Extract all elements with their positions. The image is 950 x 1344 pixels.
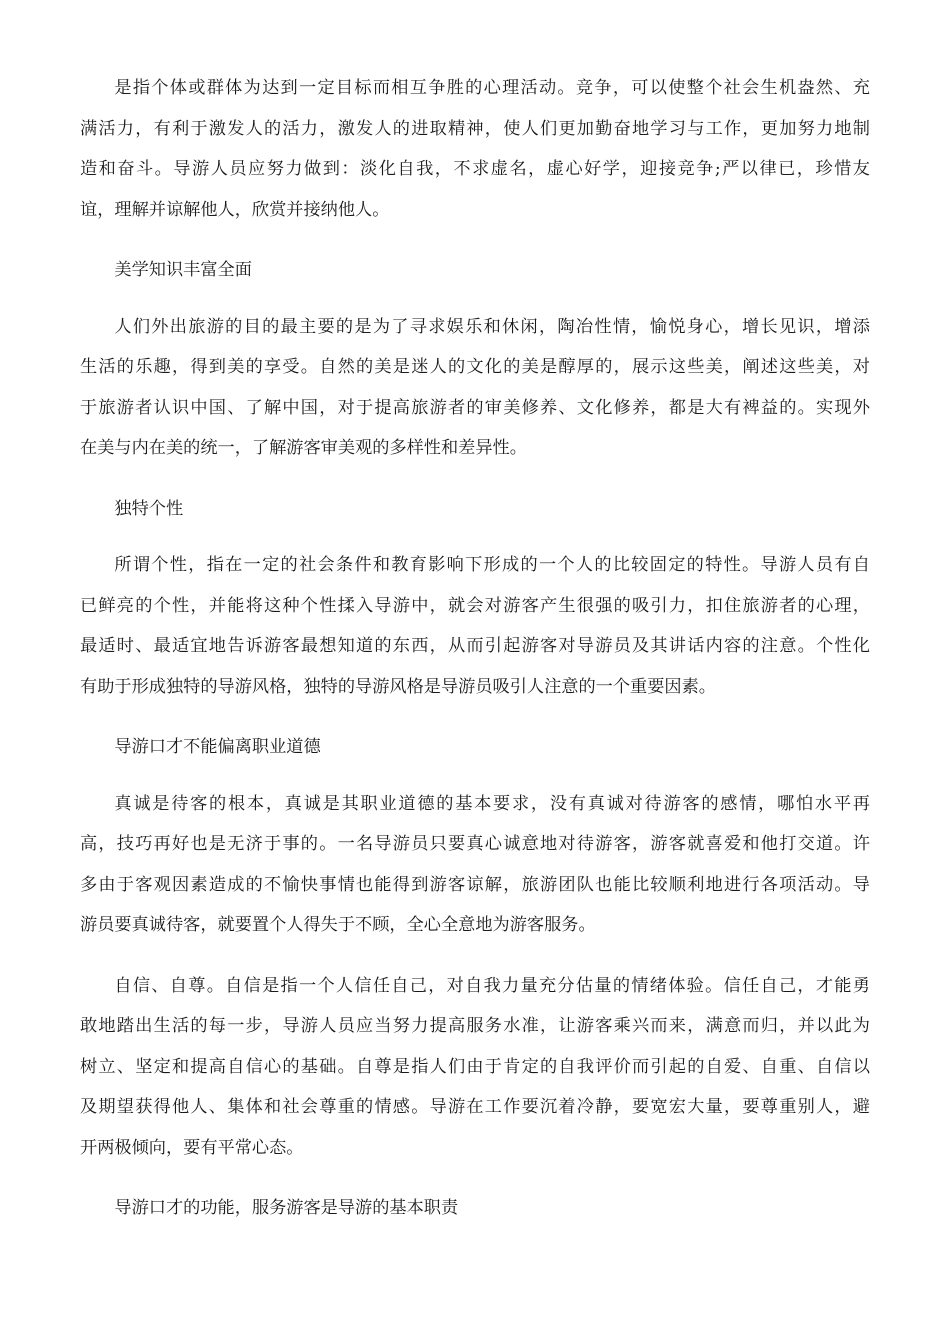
text-line: 自信、自尊。自信是指一个人信任自己，对自我力量充分估量的情绪体验。信任自己，才能勇 [114, 975, 870, 996]
text-line: 最适时、最适宜地告诉游客最想知道的东西，从而引起游客对导游员及其讲话内容的注意。个性化 [80, 636, 870, 656]
text-line: 人们外出旅游的目的最主要的是为了寻求娱乐和休闲，陶冶性情，愉悦身心，增长见识，增添 [114, 316, 870, 337]
text-line: 树立、坚定和提高自信心的基础。自尊是指人们由于肯定的自我评价而引起的自爱、自重、自信以 [80, 1056, 870, 1077]
text-line: 开两极倾向，要有平常心态。 [80, 1137, 304, 1158]
text-line: 满活力，有利于激发人的活力，激发人的进取精神，使人们更加勤奋地学习与工作，更加努力地制 [80, 118, 870, 139]
heading-text: 导游口才不能偏离职业道德 [114, 737, 321, 757]
text-line: 谊，理解并谅解他人，欣赏并接纳他人。 [80, 199, 390, 220]
text-line: 是指个体或群体为达到一定目标而相互争胜的心理活动。竞争，可以使整个社会生机盎然、充 [114, 78, 870, 98]
section-heading-function [80, 1188, 870, 1229]
text-line: 生活的乐趣，得到美的享受。自然的美是迷人的文化的美是醇厚的，展示这些美，阐述这些美，对 [80, 357, 870, 377]
text-line: 敢地踏出生活的每一步，导游人员应当努力提高服务水准，让游客乘兴而来，满意而归，并以此为 [80, 1016, 870, 1036]
section-heading-aesthetics [80, 250, 870, 291]
text-line: 高，技巧再好也是无济于事的。一名导游员只要真心诚意地对待游客，游客就喜爱和他打交道。许 [80, 834, 870, 854]
section-heading-personality [80, 489, 870, 530]
section-heading-ethics [80, 727, 870, 768]
paragraph-confidence [80, 966, 870, 1169]
paragraph-aesthetics [80, 307, 870, 469]
paragraph-sincerity [80, 784, 870, 946]
text-line: 造和奋斗。导游人员应努力做到：淡化自我，不求虚名，虚心好学，迎接竞争;严以律已，珍惜友 [80, 159, 870, 179]
text-line: 于旅游者认识中国、了解中国，对于提高旅游者的审美修养、文化修养，都是大有裨益的。实现外 [80, 397, 870, 418]
text-line: 真诚是待客的根本，真诚是其职业道德的基本要求，没有真诚对待游客的感情，哪怕水平再 [114, 793, 870, 814]
paragraph-competition [80, 68, 870, 230]
text-line: 所谓个性，指在一定的社会条件和教育影响下形成的一个人的比较固定的特性。导游人员有自 [114, 555, 870, 575]
paragraph-personality [80, 545, 870, 707]
text-line: 及期望获得他人、集体和社会尊重的情感。导游在工作要沉着冷静，要宽宏大量，要尊重别人，避 [80, 1097, 870, 1117]
text-line: 在美与内在美的统一，了解游客审美观的多样性和差异性。 [80, 438, 527, 458]
text-line: 有助于形成独特的导游风格，独特的导游风格是导游员吸引人注意的一个重要因素。 [80, 676, 716, 697]
document-page [80, 68, 870, 1245]
heading-text: 独特个性 [114, 498, 184, 519]
text-line: 游员要真诚待客，就要置个人得失于不顾，全心全意地为游客服务。 [80, 915, 596, 935]
heading-text: 美学知识丰富全面 [114, 260, 252, 280]
text-line: 已鲜亮的个性，并能将这种个性揉入导游中，就会对游客产生很强的吸引力，扣住旅游者的心理， [80, 595, 870, 616]
text-line: 多由于客观因素造成的不愉快事情也能得到游客谅解，旅游团队也能比较顺利地进行各项活动。导 [80, 874, 870, 895]
heading-text: 导游口才的功能，服务游客是导游的基本职责 [114, 1198, 459, 1218]
